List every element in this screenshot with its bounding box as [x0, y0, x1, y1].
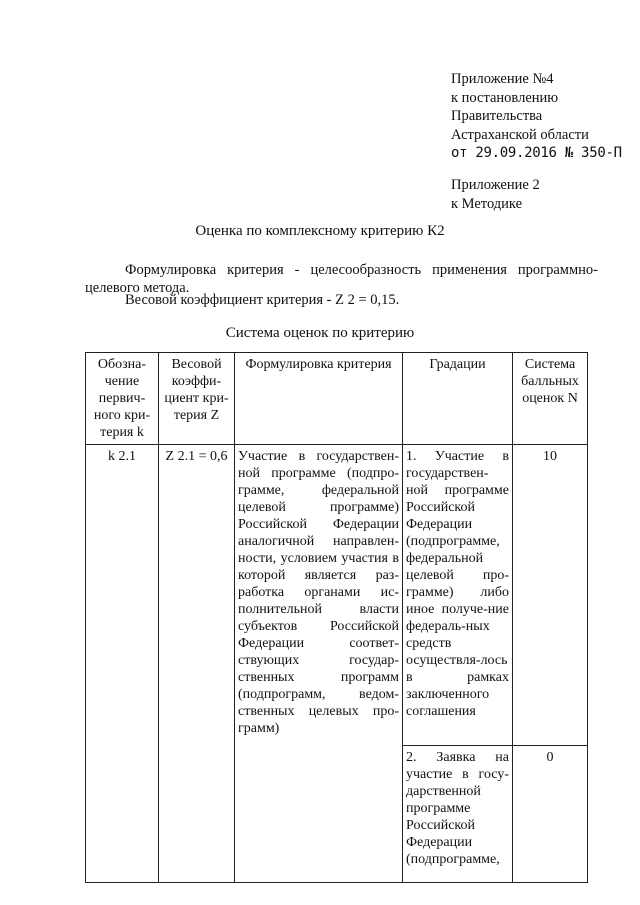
appendix-line: Правительства: [451, 108, 543, 124]
criteria-table: [85, 352, 588, 883]
gradation-cell: 1. Участие в государствен-ной программе Российской Федерации (подпрограмме, федеральной целевой про-грамме) либо иное получе-ние федераль-ных средств осуществля-лось в рамках заключенного соглашения: [403, 445, 513, 746]
appendix2-line: к Методике: [451, 195, 523, 212]
criterion-paragraph: Формулировка критерия - целесообразность применения программно-целевого метода.: [85, 262, 598, 296]
appendix-line: к постановлению: [451, 89, 559, 106]
appendix2-line: Приложение 2: [451, 177, 540, 193]
criterion-cell: Участие в государствен-ной программе (подпро-грамме, федеральной целевой программе) Российской Федерации аналогичной направлен-ности, условием участия в которой является раз-работка органами ис-полнительной власти субъектов Российской Федерации соответ-ствующих государ-ственных программ (подпрограмм, ведом-ственных целевых про-грамм): [235, 445, 403, 883]
table-row: [86, 445, 588, 746]
score-cell: 10: [513, 445, 588, 746]
header-cell-gradations: Градации: [403, 353, 513, 445]
code-cell: k 2.1: [86, 445, 159, 883]
appendix-block: [451, 70, 622, 163]
header-cell-code: Обозна-чение первич-ного кри-терия k: [86, 353, 159, 445]
header-cell-weight: Весовой коэффи-циент кри-терия Z: [159, 353, 235, 445]
gradation-cell: 2. Заявка на участие в госу-дарственной программе Российской Федерации (подпрограмме,: [403, 746, 513, 883]
header-cell-score: Система балльных оценок N: [513, 353, 588, 445]
appendix-line: Приложение №4: [451, 71, 554, 87]
table-header-row: [86, 353, 588, 445]
weight-cell: Z 2.1 = 0,6: [159, 445, 235, 883]
appendix-line: Астраханской области: [451, 126, 589, 143]
weight-paragraph: Весовой коэффициент критерия - Z 2 = 0,15.: [125, 292, 400, 308]
document-title: Оценка по комплексному критерию К2: [195, 223, 445, 239]
appendix2-block: [451, 176, 540, 213]
appendix-date-line: от 29.09.2016 № 350-П: [451, 145, 622, 161]
header-cell-criterion: Формулировка критерия: [235, 353, 403, 445]
table-title: Система оценок по критерию: [225, 325, 415, 341]
score-cell: 0: [513, 746, 588, 883]
